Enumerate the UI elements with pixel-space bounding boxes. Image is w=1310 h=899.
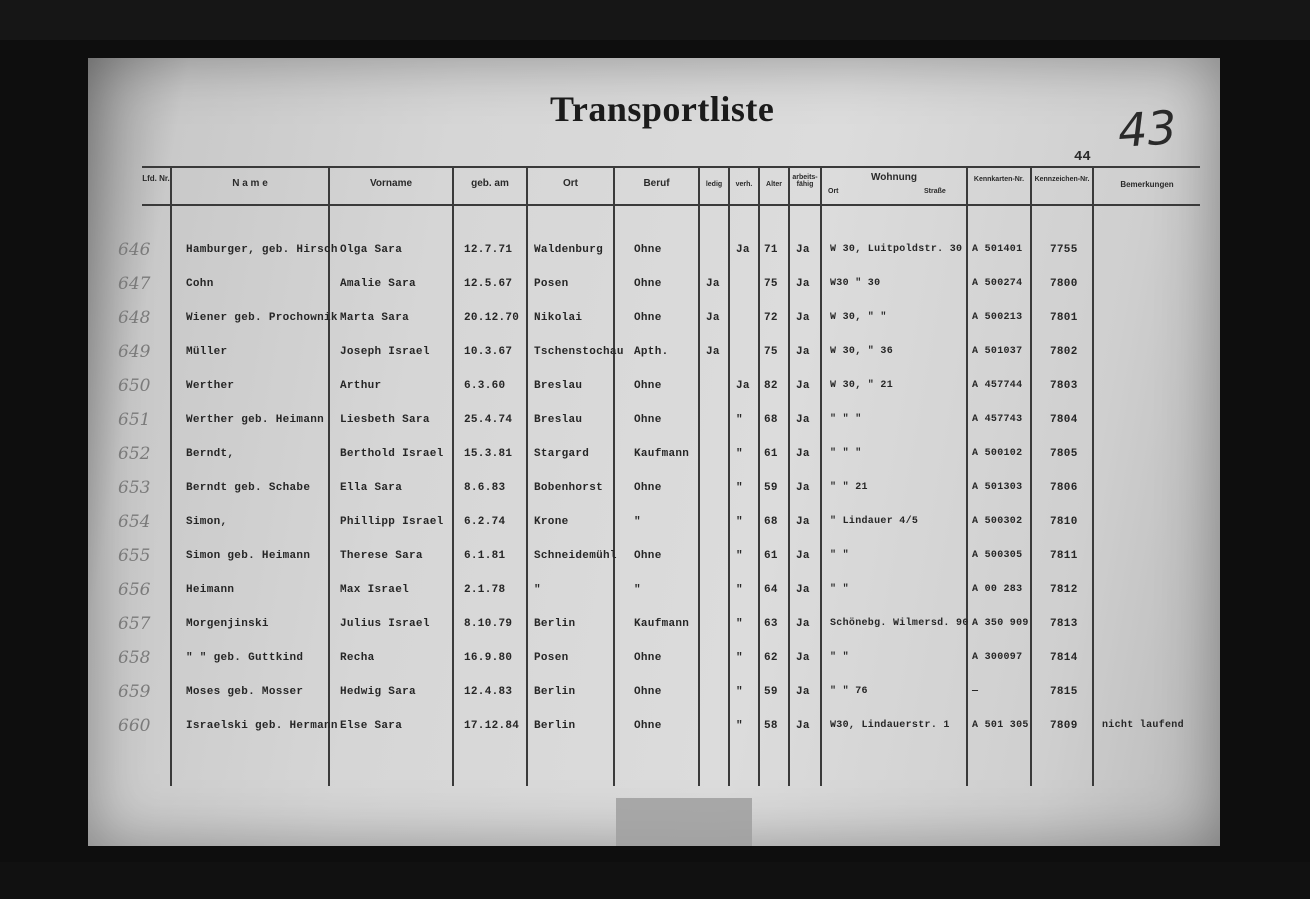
cell-vorname: Ella Sara bbox=[340, 482, 403, 494]
cell-wohnung: W 30, " " bbox=[830, 312, 887, 323]
cell-geb-am: 8.10.79 bbox=[464, 618, 513, 630]
cell-vorname: Olga Sara bbox=[340, 244, 403, 256]
column-divider bbox=[1030, 166, 1032, 786]
row-number: 651 bbox=[118, 410, 151, 430]
cell-kennkarten-nr: A 500305 bbox=[972, 550, 1023, 561]
cell-ort: Waldenburg bbox=[534, 244, 604, 256]
cell-alter: 64 bbox=[764, 584, 778, 596]
cell-alter: 63 bbox=[764, 618, 778, 630]
cell-beruf: Ohne bbox=[634, 652, 662, 664]
cell-verh: " bbox=[736, 448, 743, 460]
row-number: 650 bbox=[118, 376, 151, 396]
handwritten-page-number: 43 bbox=[1116, 100, 1179, 158]
cell-beruf: Apth. bbox=[634, 346, 669, 358]
cell-name: Moses geb. Mosser bbox=[186, 686, 304, 698]
cell-name: " " geb. Guttkind bbox=[186, 652, 304, 664]
cell-kennzeichen-nr: 7802 bbox=[1050, 346, 1078, 358]
row-number: 655 bbox=[118, 546, 151, 566]
cell-ort: Posen bbox=[534, 278, 569, 290]
cell-arbeitsfaehig: Ja bbox=[796, 482, 810, 494]
page-title: Transportliste bbox=[550, 89, 775, 129]
cell-geb-am: 8.6.83 bbox=[464, 482, 506, 494]
cell-kennzeichen-nr: 7809 bbox=[1050, 720, 1078, 732]
col-header-ort: Ort bbox=[563, 178, 578, 189]
cell-beruf: Ohne bbox=[634, 482, 662, 494]
row-number: 652 bbox=[118, 444, 151, 464]
row-number: 646 bbox=[118, 240, 151, 260]
cell-verh: " bbox=[736, 686, 743, 698]
cell-wohnung: " Lindauer 4/5 bbox=[830, 516, 919, 527]
cell-beruf: Ohne bbox=[634, 414, 662, 426]
cell-arbeitsfaehig: Ja bbox=[796, 550, 810, 562]
col-header-bemerkungen: Bemerkungen bbox=[1120, 180, 1174, 189]
cell-name: Werther geb. Heimann bbox=[186, 414, 325, 426]
row-number: 660 bbox=[118, 716, 151, 736]
cell-kennkarten-nr: A 500102 bbox=[972, 448, 1023, 459]
cell-kennzeichen-nr: 7805 bbox=[1050, 448, 1078, 460]
cell-ort: Berlin bbox=[534, 686, 576, 698]
cell-wohnung: " " 21 bbox=[830, 482, 868, 493]
column-divider bbox=[452, 166, 454, 786]
cell-arbeitsfaehig: Ja bbox=[796, 380, 810, 392]
column-divider bbox=[820, 166, 822, 786]
cell-arbeitsfaehig: Ja bbox=[796, 278, 810, 290]
cell-wohnung: W30, Lindauerstr. 1 bbox=[830, 720, 950, 731]
cell-alter: 68 bbox=[764, 414, 778, 426]
cell-ort: Bobenhorst bbox=[534, 482, 604, 494]
cell-beruf: Ohne bbox=[634, 686, 662, 698]
cell-vorname: Recha bbox=[340, 652, 375, 664]
cell-geb-am: 10.3.67 bbox=[464, 346, 513, 358]
cell-geb-am: 6.1.81 bbox=[464, 550, 506, 562]
column-divider bbox=[526, 166, 528, 786]
column-divider bbox=[966, 166, 968, 786]
col-header-wohnung-strasse: Straße bbox=[924, 188, 946, 195]
column-divider bbox=[758, 166, 760, 786]
col-header-lfd-nr: Lfd. Nr. bbox=[142, 174, 170, 183]
cell-ledig: Ja bbox=[706, 278, 720, 290]
column-divider bbox=[728, 166, 730, 786]
cell-alter: 75 bbox=[764, 278, 778, 290]
cell-wohnung: " " bbox=[830, 584, 849, 595]
cell-verh: " bbox=[736, 482, 743, 494]
cell-arbeitsfaehig: Ja bbox=[796, 346, 810, 358]
column-divider bbox=[613, 166, 615, 786]
cell-alter: 71 bbox=[764, 244, 778, 256]
cell-geb-am: 25.4.74 bbox=[464, 414, 513, 426]
cell-alter: 62 bbox=[764, 652, 778, 664]
cell-arbeitsfaehig: Ja bbox=[796, 516, 810, 528]
cell-alter: 59 bbox=[764, 482, 778, 494]
cell-arbeitsfaehig: Ja bbox=[796, 244, 810, 256]
cell-ort: Berlin bbox=[534, 720, 576, 732]
cell-wohnung: " " " bbox=[830, 448, 862, 459]
cell-arbeitsfaehig: Ja bbox=[796, 652, 810, 664]
cell-vorname: Phillipp Israel bbox=[340, 516, 444, 528]
col-header-wohnung: Wohnung bbox=[871, 172, 917, 183]
cell-wohnung: W30 " 30 bbox=[830, 278, 881, 289]
cell-kennkarten-nr: A 457743 bbox=[972, 414, 1023, 425]
cell-vorname: Amalie Sara bbox=[340, 278, 416, 290]
cell-kennkarten-nr: A 500274 bbox=[972, 278, 1023, 289]
cell-kennkarten-nr: A 300097 bbox=[972, 652, 1023, 663]
cell-kennzeichen-nr: 7803 bbox=[1050, 380, 1078, 392]
col-header-geb-am: geb. am bbox=[471, 178, 509, 189]
document-page bbox=[88, 58, 1220, 846]
cell-name: Hamburger, geb. Hirsch bbox=[186, 244, 338, 256]
col-header-wohnung-ort: Ort bbox=[828, 188, 839, 195]
cell-kennzeichen-nr: 7813 bbox=[1050, 618, 1078, 630]
cell-kennkarten-nr: A 500302 bbox=[972, 516, 1023, 527]
cell-kennkarten-nr: A 501401 bbox=[972, 244, 1023, 255]
cell-kennzeichen-nr: 7814 bbox=[1050, 652, 1078, 664]
cell-vorname: Else Sara bbox=[340, 720, 403, 732]
cell-ort: Stargard bbox=[534, 448, 590, 460]
cell-ledig: Ja bbox=[706, 346, 720, 358]
col-header-kennzeichen-nr: Kennzeichen-Nr. bbox=[1034, 176, 1090, 183]
cell-geb-am: 12.4.83 bbox=[464, 686, 513, 698]
cell-kennkarten-nr: A 350 909 bbox=[972, 618, 1029, 629]
cell-verh: " bbox=[736, 414, 743, 426]
cell-ort: Schneidemühl bbox=[534, 550, 617, 562]
cell-wohnung: " " bbox=[830, 652, 849, 663]
cell-kennkarten-nr: A 501 305 bbox=[972, 720, 1029, 731]
cell-alter: 61 bbox=[764, 550, 778, 562]
col-header-alter: Alter bbox=[766, 181, 782, 188]
cell-name: Simon geb. Heimann bbox=[186, 550, 311, 562]
table-top-rule bbox=[142, 166, 1200, 168]
cell-arbeitsfaehig: Ja bbox=[796, 414, 810, 426]
cell-kennkarten-nr: A 501303 bbox=[972, 482, 1023, 493]
row-number: 659 bbox=[118, 682, 151, 702]
cell-name: Cohn bbox=[186, 278, 214, 290]
cell-vorname: Liesbeth Sara bbox=[340, 414, 430, 426]
cell-geb-am: 12.7.71 bbox=[464, 244, 513, 256]
cell-kennzeichen-nr: 7755 bbox=[1050, 244, 1078, 256]
cell-kennzeichen-nr: 7800 bbox=[1050, 278, 1078, 290]
cell-kennzeichen-nr: 7801 bbox=[1050, 312, 1078, 324]
cell-geb-am: 16.9.80 bbox=[464, 652, 513, 664]
row-number: 653 bbox=[118, 478, 151, 498]
cell-vorname: Berthold Israel bbox=[340, 448, 444, 460]
column-divider bbox=[328, 166, 330, 786]
cell-arbeitsfaehig: Ja bbox=[796, 312, 810, 324]
cell-beruf: Ohne bbox=[634, 720, 662, 732]
cell-ort: Berlin bbox=[534, 618, 576, 630]
cell-verh: Ja bbox=[736, 380, 750, 392]
cell-beruf: Ohne bbox=[634, 380, 662, 392]
cell-ort: Posen bbox=[534, 652, 569, 664]
cell-kennkarten-nr: A 457744 bbox=[972, 380, 1023, 391]
row-number: 658 bbox=[118, 648, 151, 668]
cell-arbeitsfaehig: Ja bbox=[796, 720, 810, 732]
cell-ort: Tschenstochau bbox=[534, 346, 624, 358]
cell-name: Wiener geb. Prochownik bbox=[186, 312, 338, 324]
cell-kennzeichen-nr: 7806 bbox=[1050, 482, 1078, 494]
cell-name: Israelski geb. Hermann bbox=[186, 720, 338, 732]
cell-beruf: Kaufmann bbox=[634, 448, 690, 460]
row-number: 647 bbox=[118, 274, 151, 294]
printed-page-number: 44 bbox=[1074, 149, 1091, 165]
col-header-name: N a m e bbox=[232, 178, 268, 189]
column-divider bbox=[788, 166, 790, 786]
cell-beruf: Kaufmann bbox=[634, 618, 690, 630]
header-bottom-rule bbox=[142, 204, 1200, 206]
cell-arbeitsfaehig: Ja bbox=[796, 686, 810, 698]
cell-ort: Krone bbox=[534, 516, 569, 528]
cell-wohnung: W 30, " 36 bbox=[830, 346, 894, 357]
cell-ort: Breslau bbox=[534, 414, 583, 426]
cell-alter: 61 bbox=[764, 448, 778, 460]
cell-kennzeichen-nr: 7804 bbox=[1050, 414, 1078, 426]
cell-vorname: Max Israel bbox=[340, 584, 410, 596]
cell-geb-am: 12.5.67 bbox=[464, 278, 513, 290]
cell-geb-am: 2.1.78 bbox=[464, 584, 506, 596]
cell-ort: Nikolai bbox=[534, 312, 583, 324]
cell-name: Simon, bbox=[186, 516, 228, 528]
cell-vorname: Julius Israel bbox=[340, 618, 430, 630]
cell-alter: 59 bbox=[764, 686, 778, 698]
cell-beruf: Ohne bbox=[634, 244, 662, 256]
cell-ort: Breslau bbox=[534, 380, 583, 392]
col-header-arbeitsfaehig: arbeits-fähig bbox=[792, 174, 818, 188]
cell-kennzeichen-nr: 7815 bbox=[1050, 686, 1078, 698]
cell-verh: " bbox=[736, 652, 743, 664]
cell-beruf: Ohne bbox=[634, 550, 662, 562]
cell-beruf: " bbox=[634, 516, 641, 528]
cell-name: Morgenjinski bbox=[186, 618, 269, 630]
col-header-kennkarten-nr: Kennkarten-Nr. bbox=[973, 176, 1025, 183]
cell-alter: 58 bbox=[764, 720, 778, 732]
cell-kennkarten-nr: A 00 283 bbox=[972, 584, 1023, 595]
cell-verh: " bbox=[736, 720, 743, 732]
col-header-ledig: ledig bbox=[705, 181, 723, 188]
cell-name: Heimann bbox=[186, 584, 235, 596]
cell-wohnung: " " 76 bbox=[830, 686, 868, 697]
cell-kennkarten-nr: A 501037 bbox=[972, 346, 1023, 357]
cell-name: Berndt, bbox=[186, 448, 235, 460]
row-number: 648 bbox=[118, 308, 151, 328]
cell-name: Müller bbox=[186, 346, 228, 358]
col-header-vorname: Vorname bbox=[369, 178, 413, 189]
cell-beruf: Ohne bbox=[634, 278, 662, 290]
cell-arbeitsfaehig: Ja bbox=[796, 618, 810, 630]
cell-kennzeichen-nr: 7810 bbox=[1050, 516, 1078, 528]
cell-verh: " bbox=[736, 516, 743, 528]
column-divider bbox=[170, 166, 172, 786]
tape-strip bbox=[616, 798, 752, 846]
cell-vorname: Arthur bbox=[340, 380, 382, 392]
cell-beruf: Ohne bbox=[634, 312, 662, 324]
cell-geb-am: 6.3.60 bbox=[464, 380, 506, 392]
cell-geb-am: 20.12.70 bbox=[464, 312, 520, 324]
cell-wohnung: W 30, " 21 bbox=[830, 380, 894, 391]
row-number: 657 bbox=[118, 614, 151, 634]
cell-verh: " bbox=[736, 550, 743, 562]
cell-arbeitsfaehig: Ja bbox=[796, 448, 810, 460]
cell-bemerkung: nicht laufend bbox=[1102, 720, 1184, 731]
cell-verh: Ja bbox=[736, 244, 750, 256]
cell-alter: 68 bbox=[764, 516, 778, 528]
cell-kennzeichen-nr: 7812 bbox=[1050, 584, 1078, 596]
cell-alter: 72 bbox=[764, 312, 778, 324]
cell-name: Berndt geb. Schabe bbox=[186, 482, 311, 494]
row-number: 649 bbox=[118, 342, 151, 362]
cell-geb-am: 15.3.81 bbox=[464, 448, 513, 460]
cell-kennkarten-nr: A 500213 bbox=[972, 312, 1023, 323]
column-divider bbox=[698, 166, 700, 786]
cell-wohnung: " " bbox=[830, 550, 849, 561]
cell-beruf: " bbox=[634, 584, 641, 596]
row-number: 656 bbox=[118, 580, 151, 600]
cell-wohnung: " " " bbox=[830, 414, 862, 425]
cell-vorname: Hedwig Sara bbox=[340, 686, 416, 698]
cell-arbeitsfaehig: Ja bbox=[796, 584, 810, 596]
cell-vorname: Joseph Israel bbox=[340, 346, 430, 358]
cell-geb-am: 6.2.74 bbox=[464, 516, 506, 528]
cell-name: Werther bbox=[186, 380, 235, 392]
cell-ledig: Ja bbox=[706, 312, 720, 324]
col-header-verh: verh. bbox=[735, 181, 753, 188]
film-edge-bottom bbox=[0, 862, 1310, 899]
cell-kennzeichen-nr: 7811 bbox=[1050, 550, 1078, 562]
cell-wohnung: W 30, Luitpoldstr. 30 bbox=[830, 244, 963, 255]
column-divider bbox=[1092, 166, 1094, 786]
cell-verh: " bbox=[736, 584, 743, 596]
cell-geb-am: 17.12.84 bbox=[464, 720, 520, 732]
cell-vorname: Marta Sara bbox=[340, 312, 410, 324]
cell-kennkarten-nr: — bbox=[972, 686, 979, 697]
film-edge-top bbox=[0, 0, 1310, 40]
cell-alter: 75 bbox=[764, 346, 778, 358]
cell-wohnung: Schönebg. Wilmersd. 90 bbox=[830, 618, 969, 629]
cell-alter: 82 bbox=[764, 380, 778, 392]
cell-vorname: Therese Sara bbox=[340, 550, 423, 562]
cell-ort: " bbox=[534, 584, 541, 596]
row-number: 654 bbox=[118, 512, 151, 532]
cell-verh: " bbox=[736, 618, 743, 630]
col-header-beruf: Beruf bbox=[643, 178, 670, 189]
